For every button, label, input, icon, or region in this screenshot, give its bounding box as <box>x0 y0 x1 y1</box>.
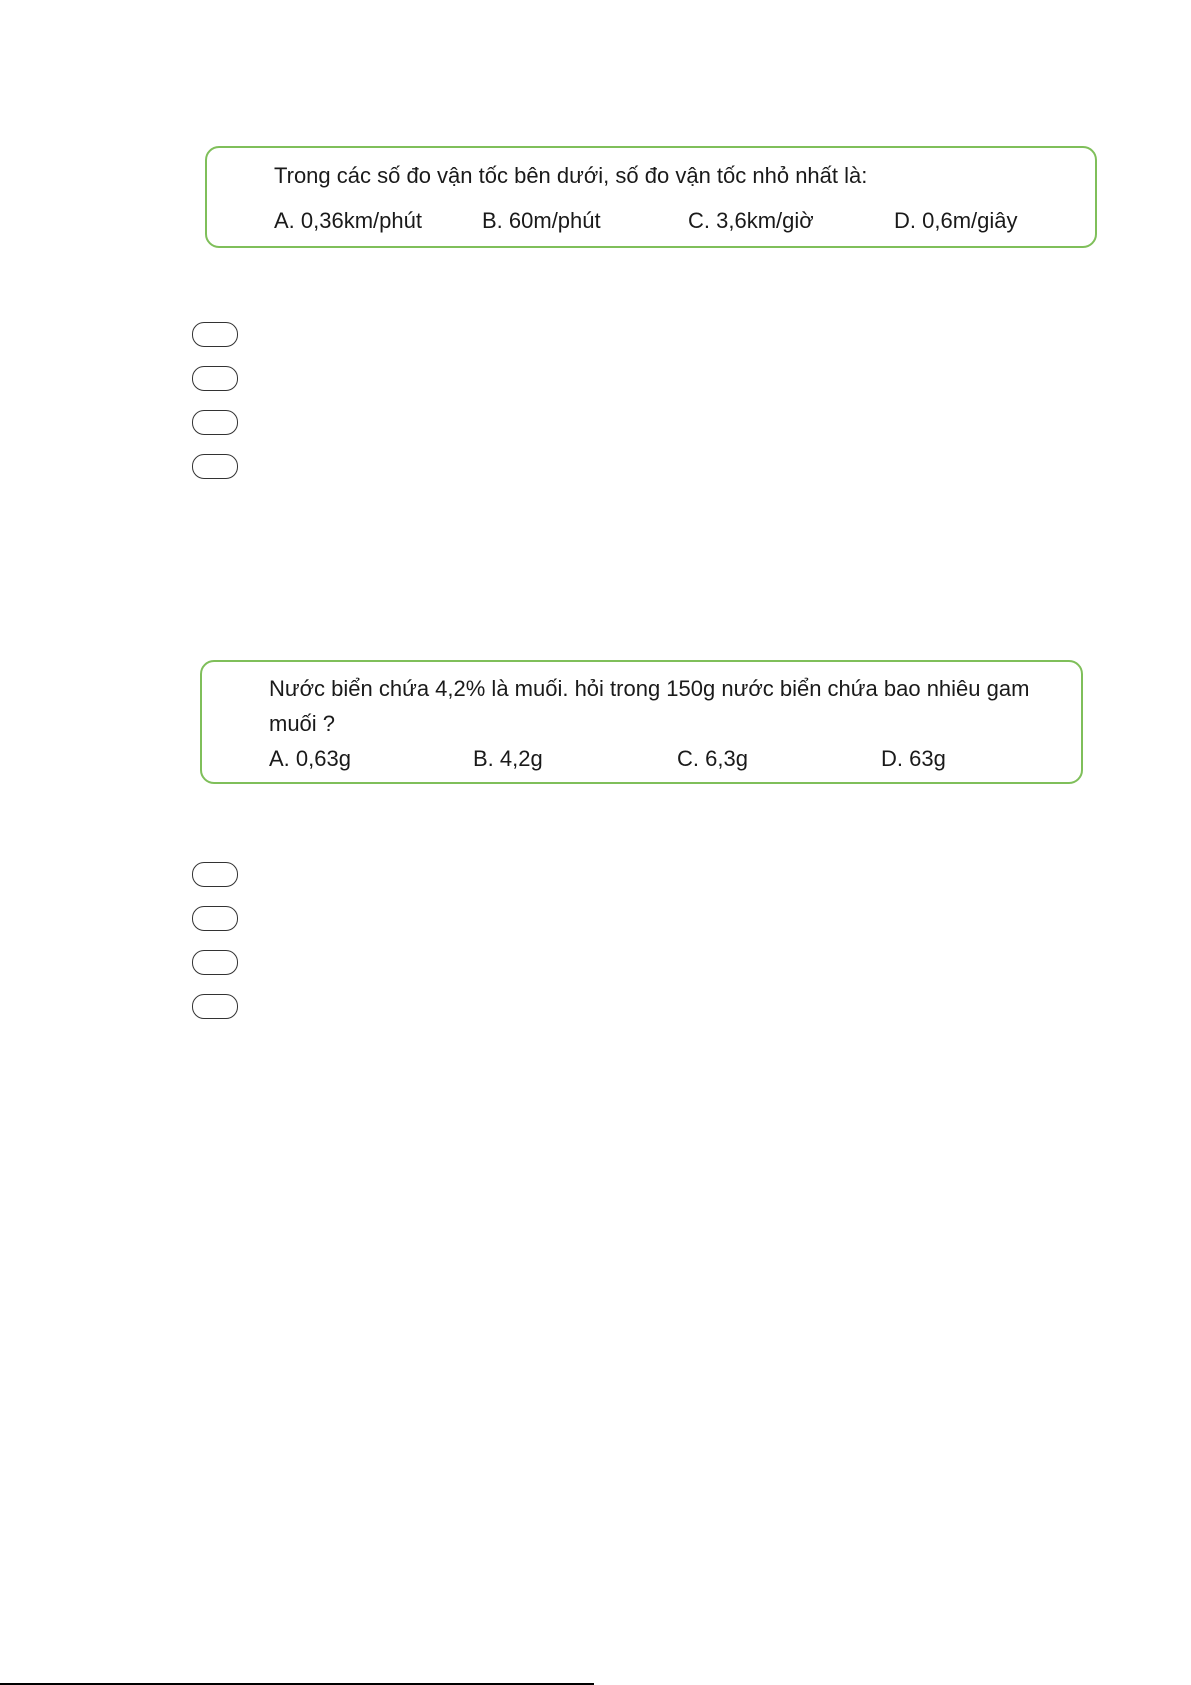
question-2-option-c: C. 6,3g <box>677 746 748 771</box>
answer-slot-q1-b[interactable] <box>192 366 238 391</box>
question-1-option-a: A. 0,36km/phút <box>274 208 422 233</box>
question-2-option-a: A. 0,63g <box>269 746 351 771</box>
answer-slot-q2-c[interactable] <box>192 950 238 975</box>
question-text-1: Trong các số đo vận tốc bên dưới, số đo vận tốc nhỏ nhất là: <box>274 163 868 188</box>
question-1-option-c: C. 3,6km/giờ <box>688 208 814 233</box>
question-2-option-d: D. 63g <box>881 746 946 771</box>
question-1-option-b: B. 60m/phút <box>482 208 601 233</box>
question-text-2: Nước biển chứa 4,2% là muối. hỏi trong 150g nước biển chứa bao nhiêu gam muối ? <box>269 676 1030 736</box>
answer-slot-q1-a[interactable] <box>192 322 238 347</box>
question-2-option-b: B. 4,2g <box>473 746 543 771</box>
answer-slot-q2-d[interactable] <box>192 994 238 1019</box>
answer-slot-q2-b[interactable] <box>192 906 238 931</box>
answer-slot-q1-c[interactable] <box>192 410 238 435</box>
question-1-option-d: D. 0,6m/giây <box>894 208 1018 233</box>
answer-slot-q2-a[interactable] <box>192 862 238 887</box>
question-box-1 <box>205 146 1097 248</box>
question-box-2 <box>200 660 1083 784</box>
answer-slot-q1-d[interactable] <box>192 454 238 479</box>
